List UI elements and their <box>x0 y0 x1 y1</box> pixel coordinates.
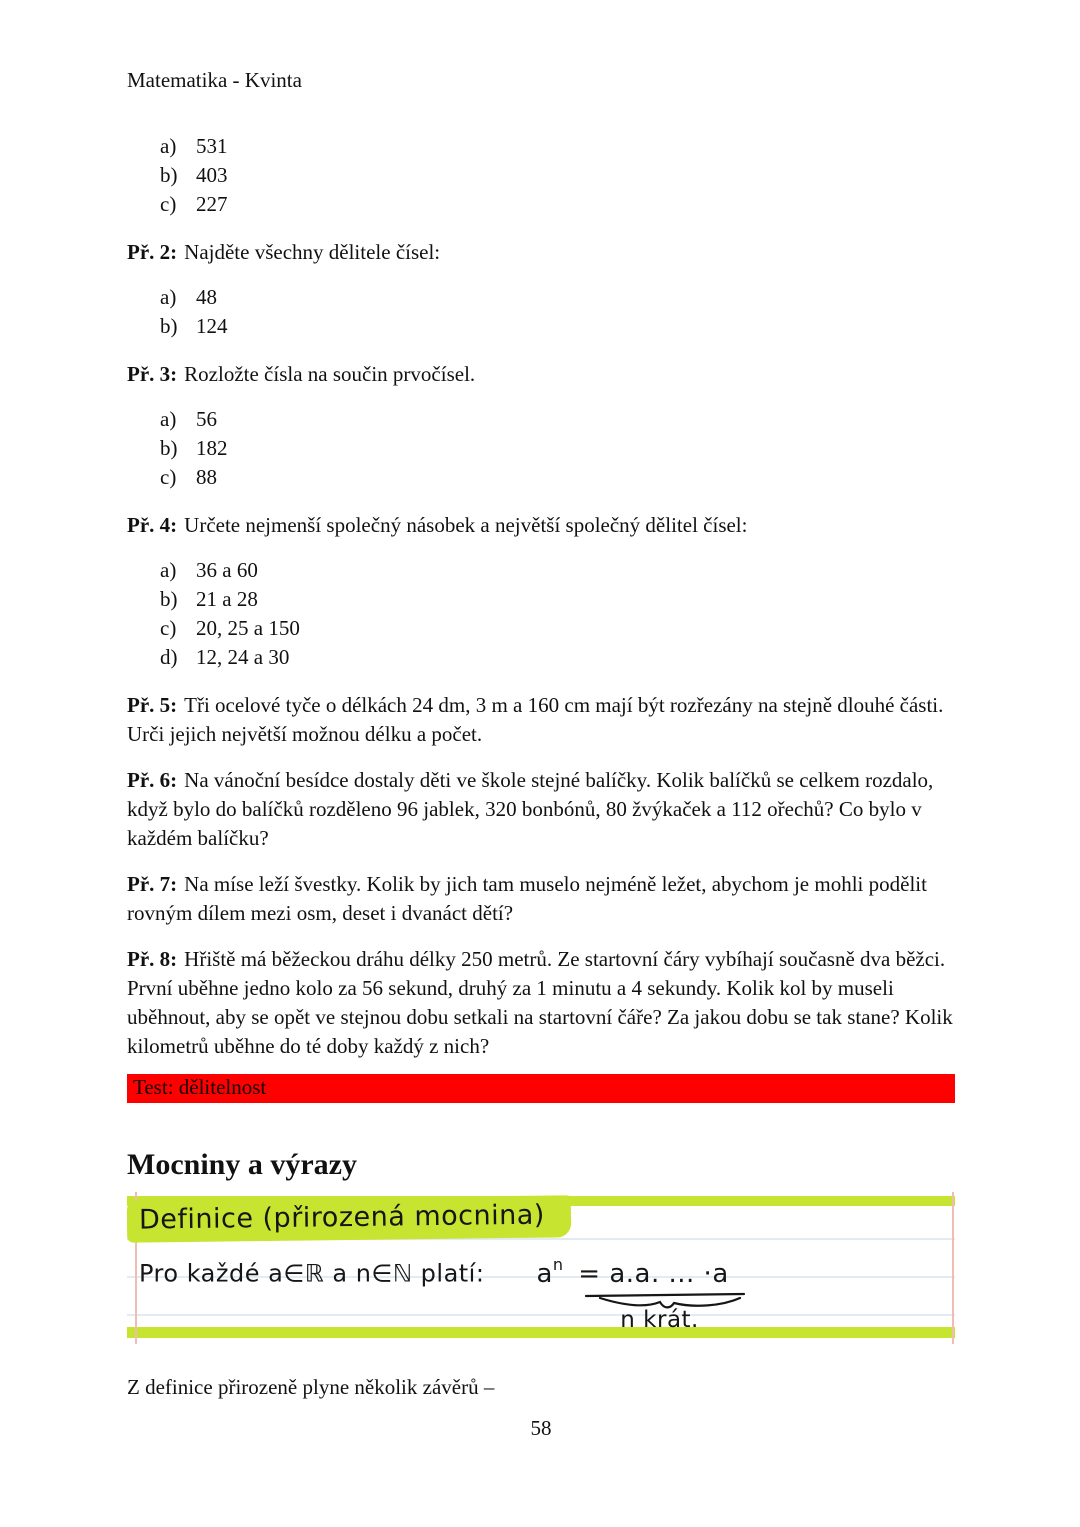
list-value: 21 a 28 <box>196 587 258 611</box>
problem-label: Př. 6: <box>127 768 178 792</box>
formula-exponent: n <box>552 1255 564 1274</box>
list-marker: a) <box>160 134 177 158</box>
problem-label: Př. 7: <box>127 872 178 896</box>
problem-2-list <box>127 283 955 341</box>
note-title-highlight: Definice (přirozená mocnina) <box>127 1195 571 1242</box>
problem-2-heading <box>127 238 955 267</box>
problem-8-paragraph <box>127 945 955 1061</box>
list-item <box>127 614 955 643</box>
list-value: 36 a 60 <box>196 558 258 582</box>
list-item <box>127 405 955 434</box>
problem-label: Př. 5: <box>127 693 178 717</box>
list-marker: d) <box>160 645 178 669</box>
power-formula <box>536 1255 729 1333</box>
conclusion-text: Z definice přirozeně plyne několik závěrů – <box>127 1375 495 1399</box>
problem-text: Tři ocelové tyče o délkách 24 dm, 3 m a 160 cm mají být rozřezány na stejně dlouhé části. Urči jejich největší možnou délku a počet. <box>127 693 944 746</box>
list-value: 12, 24 a 30 <box>196 645 290 669</box>
note-title <box>127 1198 571 1240</box>
problem-label: Př. 2: <box>127 240 178 264</box>
list-value: 20, 25 a 150 <box>196 616 300 640</box>
note-body <box>139 1252 729 1333</box>
section-title: Mocniny a výrazy <box>127 1148 357 1181</box>
document-header: Matematika - Kvinta <box>127 68 302 92</box>
problem-label: Př. 4: <box>127 513 178 537</box>
formula-rhs-text: = a.a. ... ·a <box>578 1258 729 1289</box>
list-item <box>127 463 955 492</box>
notebook-margin-line-right <box>952 1192 954 1344</box>
problem-3-list <box>127 405 955 492</box>
list-value: 182 <box>196 436 228 460</box>
list-marker: b) <box>160 587 178 611</box>
problem-text: Hřiště má běžeckou dráhu délky 250 metrů. Ze startovní čáry vybíhají současně dva běžci. První uběhne jedno kolo za 56 sekund, druhý za 1 minutu a 4 sekundy. Kolik kol by museli uběhnout, aby se opět ve stejnou dobu setkali na startovní čáře? Za jakou dobu se tak stane? Kolik kilometrů uběhne do té doby každý z nich? <box>127 947 953 1058</box>
problem-text: Rozložte čísla na součin prvočísel. <box>184 362 476 386</box>
list-value: 56 <box>196 407 217 431</box>
brace-label: n krát. <box>620 1306 699 1333</box>
problem-label: Př. 8: <box>127 947 178 971</box>
highlight-bar-bottom <box>127 1327 955 1338</box>
note-body-text: Pro každé a∈ℝ a n∈ℕ platí: <box>139 1259 485 1288</box>
list-item <box>127 312 955 341</box>
problem-text: Na míse leží švestky. Kolik by jich tam muselo nejméně ležet, abychom je mohli podělit rovným dílem mezi osm, deset i dvanáct dětí? <box>127 872 927 925</box>
list-item <box>127 132 955 161</box>
list-marker: c) <box>160 465 177 489</box>
problem-7-paragraph <box>127 870 955 928</box>
formula-base: a <box>536 1258 553 1289</box>
problem-text: Na vánoční besídce dostaly děti ve škole stejné balíčky. Kolik balíčků se celkem rozdalo, když bylo do balíčků rozděleno 96 jablek, 320 bonbónů, 80 žvýkaček a 112 ořechů? Co bylo v každém balíčku? <box>127 768 934 850</box>
problem-5-paragraph <box>127 691 955 749</box>
list-value: 88 <box>196 465 217 489</box>
list-item <box>127 556 955 585</box>
list-item <box>127 434 955 463</box>
formula-rhs <box>578 1258 729 1333</box>
handwritten-note <box>127 1192 955 1344</box>
list-marker: b) <box>160 436 178 460</box>
list-item <box>127 283 955 312</box>
problem-3-heading <box>127 360 955 389</box>
list-marker: c) <box>160 616 177 640</box>
list-marker: b) <box>160 314 178 338</box>
page-number: 58 <box>530 1416 552 1440</box>
problem-text: Najděte všechny dělitele čísel: <box>184 240 441 264</box>
problem-label: Př. 3: <box>127 362 178 386</box>
list-item <box>127 643 955 672</box>
list-value: 48 <box>196 285 217 309</box>
problem-6-paragraph <box>127 766 955 853</box>
list-item <box>127 161 955 190</box>
list-item <box>127 190 955 219</box>
list-marker: b) <box>160 163 178 187</box>
problem-4-heading <box>127 511 955 540</box>
problem-text: Určete nejmenší společný násobek a největší společný dělitel čísel: <box>184 513 748 537</box>
problem-4-list <box>127 556 955 672</box>
list-item <box>127 585 955 614</box>
intro-list <box>127 132 955 219</box>
list-marker: c) <box>160 192 177 216</box>
list-marker: a) <box>160 407 177 431</box>
test-banner: Test: dělitelnost <box>127 1074 955 1103</box>
list-marker: a) <box>160 558 177 582</box>
list-value: 403 <box>196 163 228 187</box>
list-value: 124 <box>196 314 228 338</box>
list-marker: a) <box>160 285 177 309</box>
list-value: 531 <box>196 134 228 158</box>
list-value: 227 <box>196 192 228 216</box>
